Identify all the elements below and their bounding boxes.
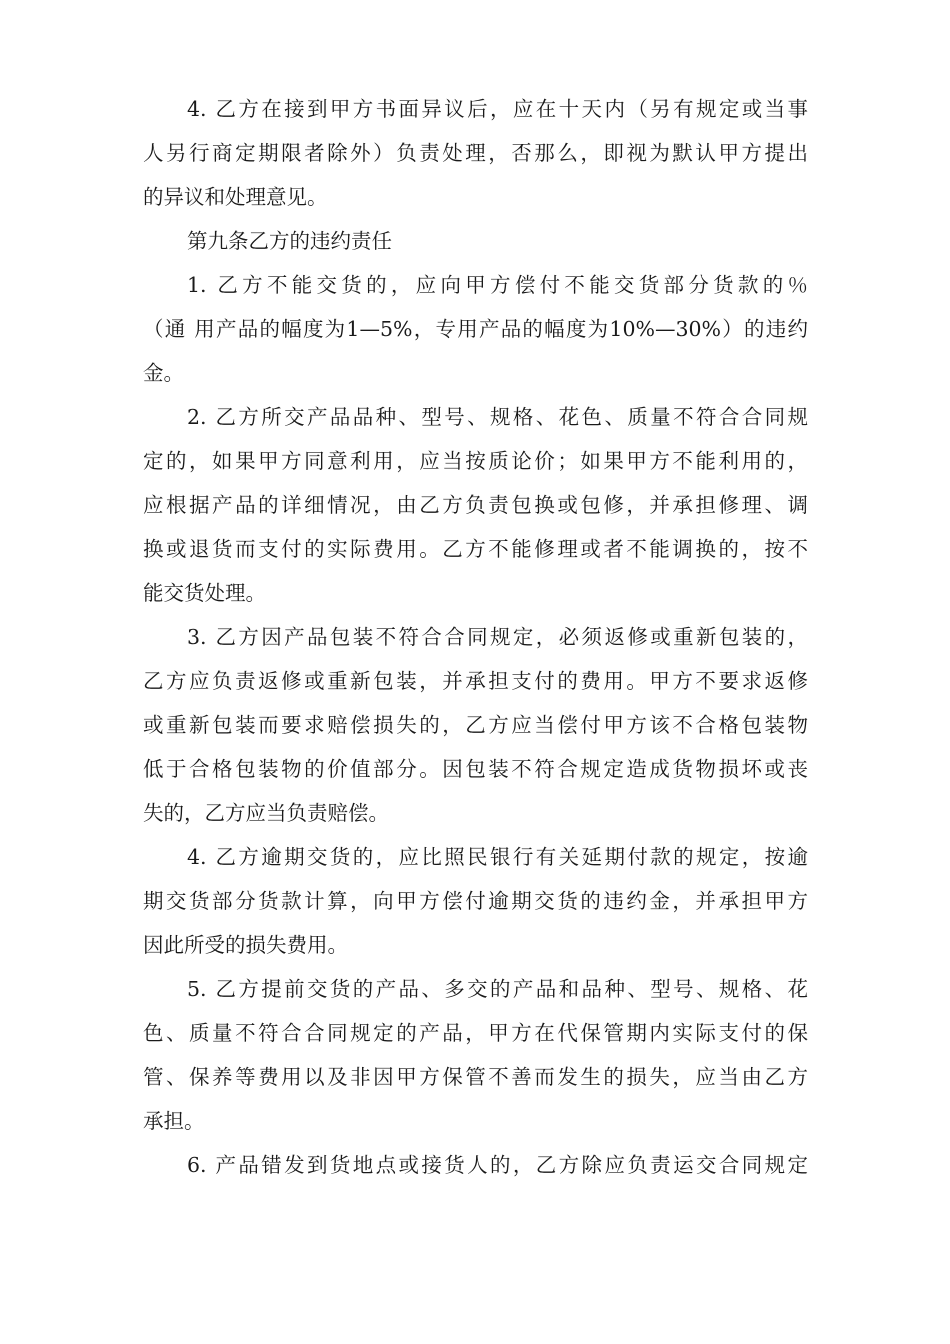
text-line: 应根据产品的详细情况，由乙方负责包换或包修，并承担修理、调 — [143, 493, 808, 517]
text-line: 4. 乙方在接到甲方书面异议后，应在十天内（另有规定或当事 — [187, 97, 808, 121]
text-line: 2. 乙方所交产品品种、型号、规格、花色、质量不符合合同规 — [187, 405, 808, 429]
section-heading: 第九条乙方的违约责任 — [187, 229, 392, 253]
text-line: 人另行商定期限者除外）负责处理，否那么，即视为默认甲方提出 — [143, 141, 808, 165]
text-line: 的异议和处理意见。 — [143, 185, 328, 209]
text-line: （通 用产品的幅度为1—5%，专用产品的幅度为10%—30%）的违约 — [143, 317, 808, 341]
text-line: 或重新包装而要求赔偿损失的，乙方应当偿付甲方该不合格包装物 — [143, 713, 808, 737]
text-line: 4. 乙方逾期交货的，应比照民银行有关延期付款的规定，按逾 — [187, 845, 808, 869]
text-line: 换或退货而支付的实际费用。乙方不能修理或者不能调换的，按不 — [143, 537, 808, 561]
text-line: 3. 乙方因产品包装不符合合同规定，必须返修或重新包装的， — [187, 625, 808, 649]
text-line: 金。 — [143, 361, 184, 385]
text-line: 6. 产品错发到货地点或接货人的，乙方除应负责运交合同规定 — [187, 1153, 808, 1177]
text-line: 定的，如果甲方同意利用，应当按质论价；如果甲方不能利用的， — [143, 449, 808, 473]
text-line: 乙方应负责返修或重新包装，并承担支付的费用。甲方不要求返修 — [143, 669, 808, 693]
text-line: 能交货处理。 — [143, 581, 266, 605]
text-line: 因此所受的损失费用。 — [143, 933, 348, 957]
text-line: 管、保养等费用以及非因甲方保管不善而发生的损失，应当由乙方 — [143, 1065, 808, 1089]
text-line: 色、质量不符合合同规定的产品，甲方在代保管期内实际支付的保 — [143, 1021, 808, 1045]
text-line: 1. 乙方不能交货的，应向甲方偿付不能交货部分货款的％ — [187, 273, 808, 297]
text-line: 低于合格包装物的价值部分。因包装不符合规定造成货物损坏或丧 — [143, 757, 808, 781]
text-line: 承担。 — [143, 1109, 205, 1133]
text-line: 5. 乙方提前交货的产品、多交的产品和品种、型号、规格、花 — [187, 977, 808, 1001]
text-line: 失的，乙方应当负责赔偿。 — [143, 801, 389, 825]
text-line: 期交货部分货款计算，向甲方偿付逾期交货的违约金，并承担甲方 — [143, 889, 808, 913]
